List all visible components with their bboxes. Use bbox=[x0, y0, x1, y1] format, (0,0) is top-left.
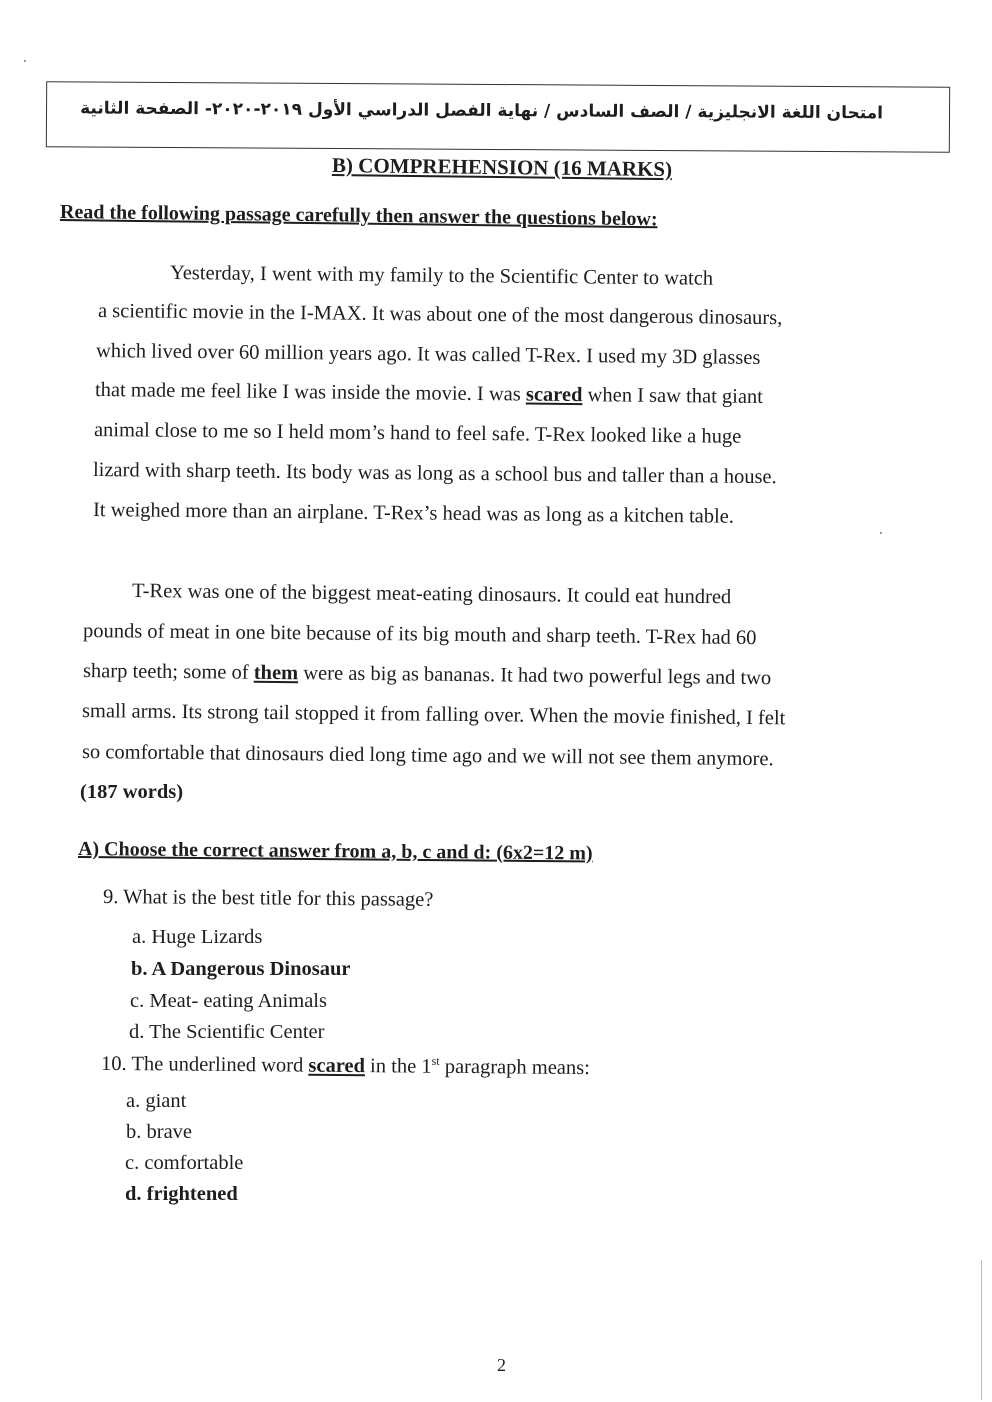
passage-line: Yesterday, I went with my family to the Scientific Center to watch bbox=[169, 262, 714, 290]
passage-line: a scientific movie in the I-MAX. It was about one of the most dangerous dinosaurs, bbox=[97, 300, 783, 330]
underlined-word-scared: scared bbox=[525, 383, 583, 407]
q9-option-b: b. A Dangerous Dinosaur bbox=[131, 958, 351, 980]
q10-text: paragraph means: bbox=[439, 1055, 590, 1080]
question-9: 9. What is the best title for this passage? bbox=[102, 886, 434, 911]
q9-option-a: a. Huge Lizards bbox=[132, 926, 263, 948]
q10-option-c: c. comfortable bbox=[125, 1152, 244, 1174]
underlined-word-them: them bbox=[253, 661, 299, 685]
passage-line: small arms. Its strong tail stopped it from falling over. When the movie finished, I felt bbox=[81, 700, 786, 730]
passage-line: T-Rex was one of the biggest meat-eating dinosaurs. It could eat hundred bbox=[131, 580, 732, 609]
part-a-title: A) Choose the correct answer from a, b, c and d: (6x2=12 m) bbox=[77, 838, 593, 865]
q10-underlined-word: scared bbox=[308, 1054, 366, 1078]
q10-text: 10. The underlined word bbox=[100, 1052, 309, 1077]
passage-text: sharp teeth; some of bbox=[82, 660, 254, 684]
header-box bbox=[46, 81, 950, 153]
q10-superscript: st bbox=[431, 1053, 440, 1068]
scan-speck bbox=[24, 60, 26, 62]
q10-text: in the 1 bbox=[364, 1055, 432, 1078]
q9-option-d: d. The Scientific Center bbox=[129, 1021, 325, 1043]
word-count: (187 words) bbox=[80, 781, 184, 803]
instruction: Read the following passage carefully then answer the questions below: bbox=[59, 201, 658, 231]
page-number: 2 bbox=[497, 1355, 506, 1375]
passage-text: that made me feel like I was inside the movie. I was bbox=[94, 379, 527, 406]
passage-line: lizard with sharp teeth. Its body was as long as a school bus and taller than a house. bbox=[92, 459, 777, 489]
question-10 bbox=[101, 1051, 590, 1080]
passage-line: It weighed more than an airplane. T-Rex’s head was as long as a kitchen table. bbox=[92, 499, 735, 528]
passage-line: which lived over 60 million years ago. It was called T-Rex. I used my 3D glasses bbox=[95, 340, 761, 369]
passage-text: when I saw that giant bbox=[582, 384, 764, 408]
passage-line: animal close to me so I held mom’s hand to feel safe. T-Rex looked like a huge bbox=[93, 419, 742, 448]
passage-line: pounds of meat in one bite because of its big mouth and sharp teeth. T-Rex had 60 bbox=[82, 620, 757, 650]
q9-option-c: c. Meat- eating Animals bbox=[130, 990, 327, 1012]
q10-option-a: a. giant bbox=[126, 1090, 187, 1112]
exam-header: امتحان اللغة الانجليزية / الصف السادس / نهاية الفصل الدراسي الأول ٢٠١٩-٢٠٢٠- الصفحة الثانية bbox=[80, 98, 884, 124]
passage-line bbox=[95, 379, 763, 409]
passage-line bbox=[83, 660, 771, 690]
scan-edge-line bbox=[981, 1260, 982, 1400]
scan-speck bbox=[880, 532, 882, 534]
section-title: B) COMPREHENSION (16 MARKS) bbox=[331, 153, 673, 182]
passage-line: so comfortable that dinosaurs died long time ago and we will not see them anymore. bbox=[81, 741, 774, 771]
q10-option-d: d. frightened bbox=[125, 1183, 238, 1205]
passage-text: were as big as bananas. It had two powerful legs and two bbox=[298, 662, 772, 690]
q10-option-b: b. brave bbox=[126, 1121, 193, 1143]
